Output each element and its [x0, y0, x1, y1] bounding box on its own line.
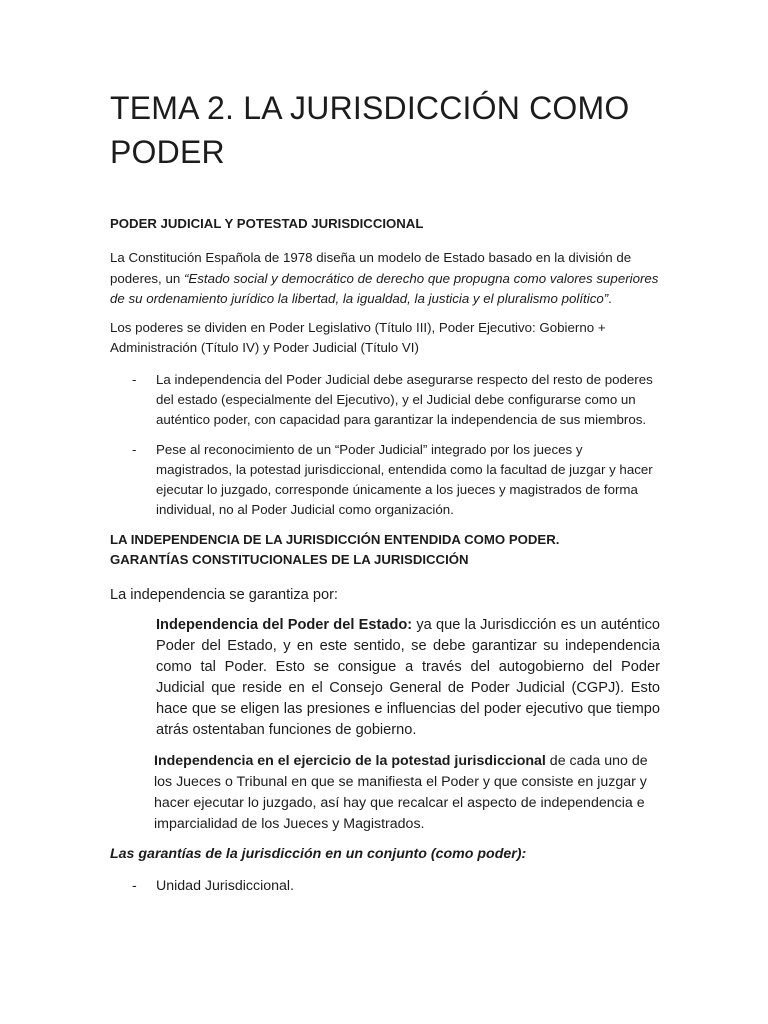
block-independencia-poder-title: Independencia del Poder del Estado:	[156, 616, 413, 633]
constitution-quote: “Estado social y democrático de derecho que propugna como valores superiores de su ordenamiento jurídico la libertad, la igualdad, la justicia y el pluralismo político”	[110, 270, 659, 306]
block-independencia-poder-text: ya que la Jurisdicción es un auténtico Poder del Estado, y en este sentido, se debe garantizar su independencia como tal Poder. Esto se consigue a través del autogobierno del Poder Judicial que reside en el Consejo General de Poder Judicial (CGPJ). Esto hace que se eligen las presiones e influencias del poder ejecutivo que tiempo atrás ostentaban funciones de gobierno.	[156, 616, 660, 738]
paragraph-constitucion-intro: La Constitución Española de 1978 diseña un modelo de Estado basado en la división de poderes, un	[110, 250, 632, 286]
bullet-list-garantias	[110, 875, 660, 897]
section-heading-independencia	[110, 530, 660, 570]
dash-marker: -	[132, 877, 137, 894]
document-page	[110, 86, 660, 897]
guarantees-heading: Las garantías de la jurisdicción en un conjunto (como poder):	[110, 845, 527, 862]
list-item	[110, 875, 660, 897]
block-independencia-ejercicio-title: Independencia en el ejercicio de la potestad jurisdiccional	[154, 752, 546, 769]
list-item-text: La independencia del Poder Judicial debe asegurarse respecto del resto de poderes del estado (especialmente del Ejecutivo), y el Judicial debe configurarse como un auténtico poder, con capacidad para garantizar la independencia de sus miembros.	[156, 371, 653, 427]
paragraph-constitucion	[110, 248, 660, 310]
list-item	[110, 370, 660, 430]
section-heading-line-2: GARANTÍAS CONSTITUCIONALES DE LA JURISDICCIÓN	[110, 551, 469, 567]
block-independencia-poder	[156, 615, 660, 741]
block-independencia-ejercicio	[154, 751, 654, 835]
list-item	[110, 440, 660, 520]
block-independencia-ejercicio-text: de cada uno de los Jueces o Tribunal en que se manifiesta el Poder y que consiste en juzgar y hacer ejecutar lo juzgado, así hay que recalcar el aspecto de independencia e imparcialidad de los Jueces y Magistrados.	[154, 752, 648, 832]
list-item-text: Pese al reconocimiento de un “Poder Judicial” integrado por los jueces y magistrados, la potestad jurisdiccional, entendida como la facultad de juzgar y hacer ejecutar lo juzgado, corresponde únicamente a los jueces y magistrados de forma individual, no al Poder Judicial como organización.	[156, 441, 653, 517]
page-title: TEMA 2. LA JURISDICCIÓN COMO PODER	[110, 90, 630, 170]
list-item-text: Unidad Jurisdiccional.	[156, 877, 295, 894]
paragraph-constitucion-end: .	[608, 291, 612, 306]
paragraph-garantiza: La independencia se garantiza por:	[110, 586, 338, 603]
section-heading-line-1: LA INDEPENDENCIA DE LA JURISDICCIÓN ENTENDIDA COMO PODER.	[110, 531, 560, 547]
dash-marker: -	[132, 441, 137, 457]
dash-marker: -	[132, 371, 137, 387]
bullet-list-poder-judicial	[110, 370, 660, 520]
section-heading-poder-judicial: PODER JUDICIAL Y POTESTAD JURISDICCIONAL	[110, 216, 424, 231]
paragraph-poderes: Los poderes se dividen en Poder Legislativo (Título III), Poder Ejecutivo: Gobierno + Administración (Título IV) y Poder Judicial (Título VI)	[110, 319, 606, 355]
